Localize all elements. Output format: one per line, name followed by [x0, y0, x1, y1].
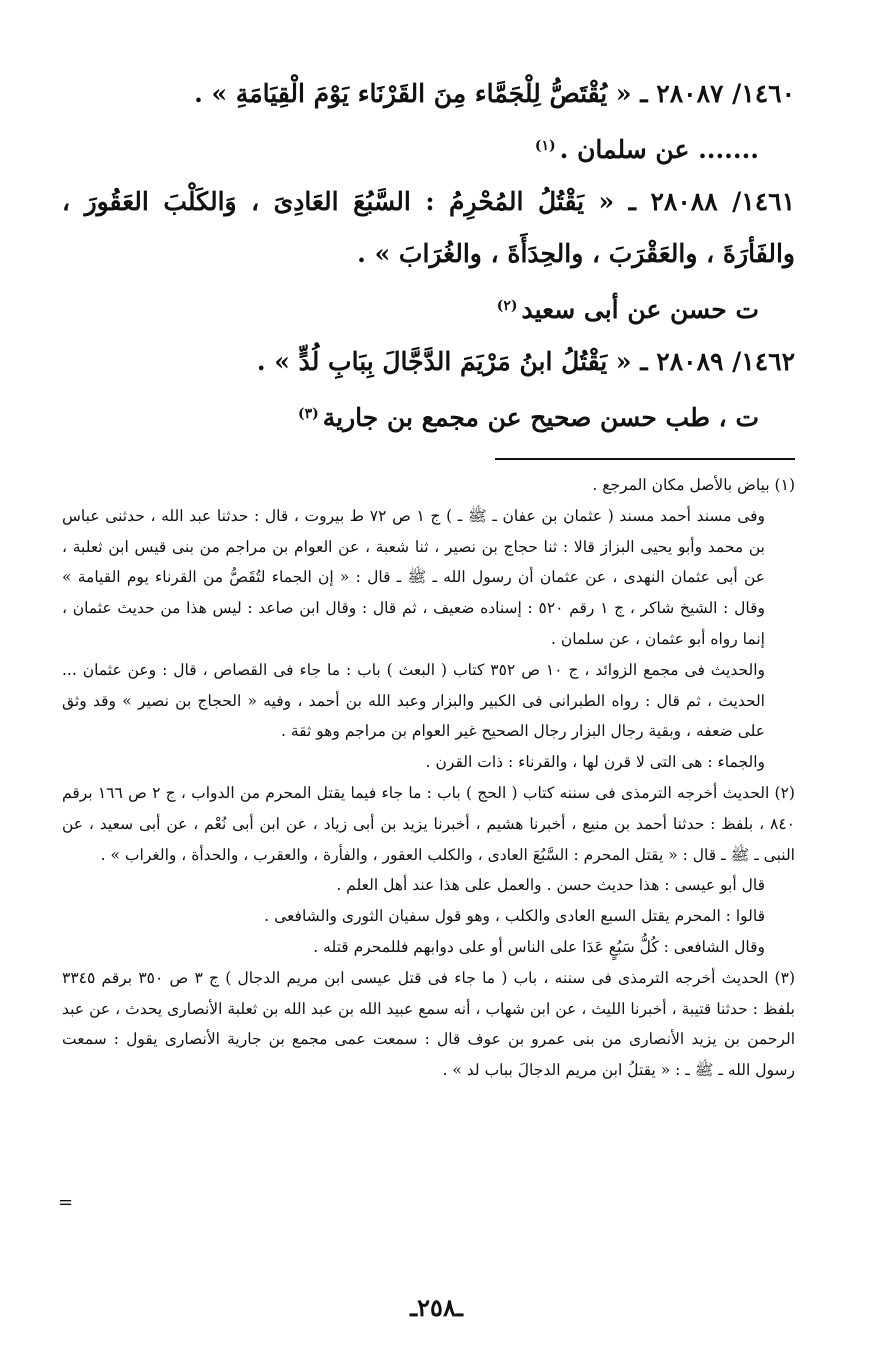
footnote-2-qalu: قالوا : المحرم يقتل السبع العادى والكلب ، وهو قول سفيان الثورى والشافعى .: [264, 907, 765, 926]
footnote-1-heading: (١) بياض بالأصل مكان المرجع .: [592, 476, 795, 494]
footnote-2-abu-isa: قال أبو عيسى : هذا حديث حسن . والعمل على هذا عند أهل العلم .: [336, 876, 765, 895]
page-number: ـ٢٥٨ـ: [410, 1293, 463, 1322]
source-1460: [62, 120, 795, 176]
footnote-3: (٣) الحديث أخرجه الترمذى فى سننه ، باب ( ما جاء فى قتل عيسى ابن مريم الدجال ) ج ٣ ص ٣٥٠ برقم ٣٣٤٥ بلفظ : حدثنا قتيبة ، أخبرنا الليث ، عن ابن شهاب ، أنه سمع عبيد الله بن عبد الله بن ثعلبة الأنصارى يحدث ، عن عبد الرحمن بن يزيد الأنصارى من بنى عمرو بن عوف قال : سمعت عمى مجمع بن جارية الأنصارى يقول : سمعت رسول الله ـ ﷺ ـ : « يقتلُ ابن مريم الدجالَ بباب لد » .: [62, 968, 795, 1080]
footnotes: [62, 470, 795, 1086]
hadith-1461-text: ١٤٦١/ ٢٨٠٨٨ ـ « يَقْتُلُ المُحْرِمُ : السَّبُعَ العَادِىَ ، وَالكَلْبَ العَقُورَ ، والفَأرَةَ ، والعَقْرَبَ ، والحِدَأَةَ ، والغُرَابَ » .: [62, 187, 795, 268]
continuation-mark: =: [58, 1192, 74, 1213]
footnote-2-shafii: وقال الشافعى : كُلُّ سَبُعٍ عَدَا على الناس أو على دوابهم فللمحرم قتله .: [313, 937, 765, 956]
hadith-text: [62, 68, 795, 444]
hadith-1460-text: ١٤٦٠/ ٢٨٠٨٧ ـ « يُقْتَصُّ لِلْجَمَّاء مِنَ القَرْنَاء يَوْمَ الْقِيَامَةِ » .: [194, 79, 795, 108]
footnote-1-musnad: وفى مسند أحمد مسند ( عثمان بن عفان ـ ﷺ ـ ) ج ١ ص ٧٢ ط بيروت ، قال : حدثنا عبد الله ، حدثنى عباس بن محمد وأبو يحيى البزاز قالا : ثنا حجاج بن نصير ، ثنا شعبة ، عن العوام بن مراجم من بنى قيس ابن ثعلبة ، عن أبى عثمان النهدى ، عن عثمان أن رسول الله ـ ﷺ ـ قال : « إن الجماء لتُقَصُّ من القرناء يوم القيامة » وقال : الشيخ شاكر ، ج ١ رقم ٥٢٠ : إسناده ضعيف ، ثم قال : وقال ابن صاعد : ليس هذا من حديث عثمان ، إنما رواه أبو عثمان ، عن سلمان .: [62, 506, 766, 648]
hadith-1460: [62, 68, 795, 120]
source-1460-text: ....... عن سلمان .: [559, 135, 759, 164]
footnote-1-definition: والجماء : هى التى لا قرن لها ، والقرناء : ذات القرن .: [425, 753, 765, 772]
footnote-ref-3[interactable]: (٣): [297, 406, 319, 422]
footnote-ref-1[interactable]: (١): [534, 138, 556, 154]
hadith-1462: [62, 336, 795, 388]
hadith-1462-text: ١٤٦٢/ ٢٨٠٨٩ ـ « يَقْتُلُ ابنُ مَرْيَمَ الدَّجَّالَ بِبَابِ لُدٍّ » .: [256, 347, 795, 376]
footnote-1-majma: والحديث فى مجمع الزوائد ، ج ١٠ ص ٣٥٢ كتاب ( البعث ) باب : ما جاء فى القصاص ، قال : وعن عثمان ... الحديث ، ثم قال : رواه الطبرانى فى الكبير والبزار وعبد الله بن أحمد ، وفيه « الحجاج بن نصير » وقد وثق على ضعفه ، وبقية رجال البزار رجال الصحيح غير العوام بن مراجم وهو ثقة .: [62, 660, 765, 741]
source-1461-text: ت حسن عن أبى سعيد: [521, 295, 759, 324]
source-1462-text: ت ، طب حسن صحيح عن مجمع بن جارية: [322, 403, 759, 432]
source-1462: [62, 388, 795, 444]
hadith-1461: [62, 176, 795, 280]
footnote-divider: [495, 458, 795, 460]
footnote-ref-2[interactable]: (٢): [496, 298, 518, 314]
footnote-2: (٢) الحديث أخرجه الترمذى فى سننه كتاب ( الحج ) باب : ما جاء فيما يقتل المحرم من الدواب ، ج ٢ ص ١٦٦ برقم ٨٤٠ ، بلفظ : حدثنا أحمد بن منيع ، أخبرنا هشيم ، أخبرنا يزيد بن أبى زياد ، عن ابن أبى نُعْم ، عن أبى سعيد ، عن النبى ـ ﷺ ـ قال : « يقتل المحرم : السَّبُعَ العادى ، والكلب العقور ، والفأرة ، والعقرب ، والحدأة ، والغراب » .: [62, 783, 795, 864]
source-1461: [62, 280, 795, 336]
